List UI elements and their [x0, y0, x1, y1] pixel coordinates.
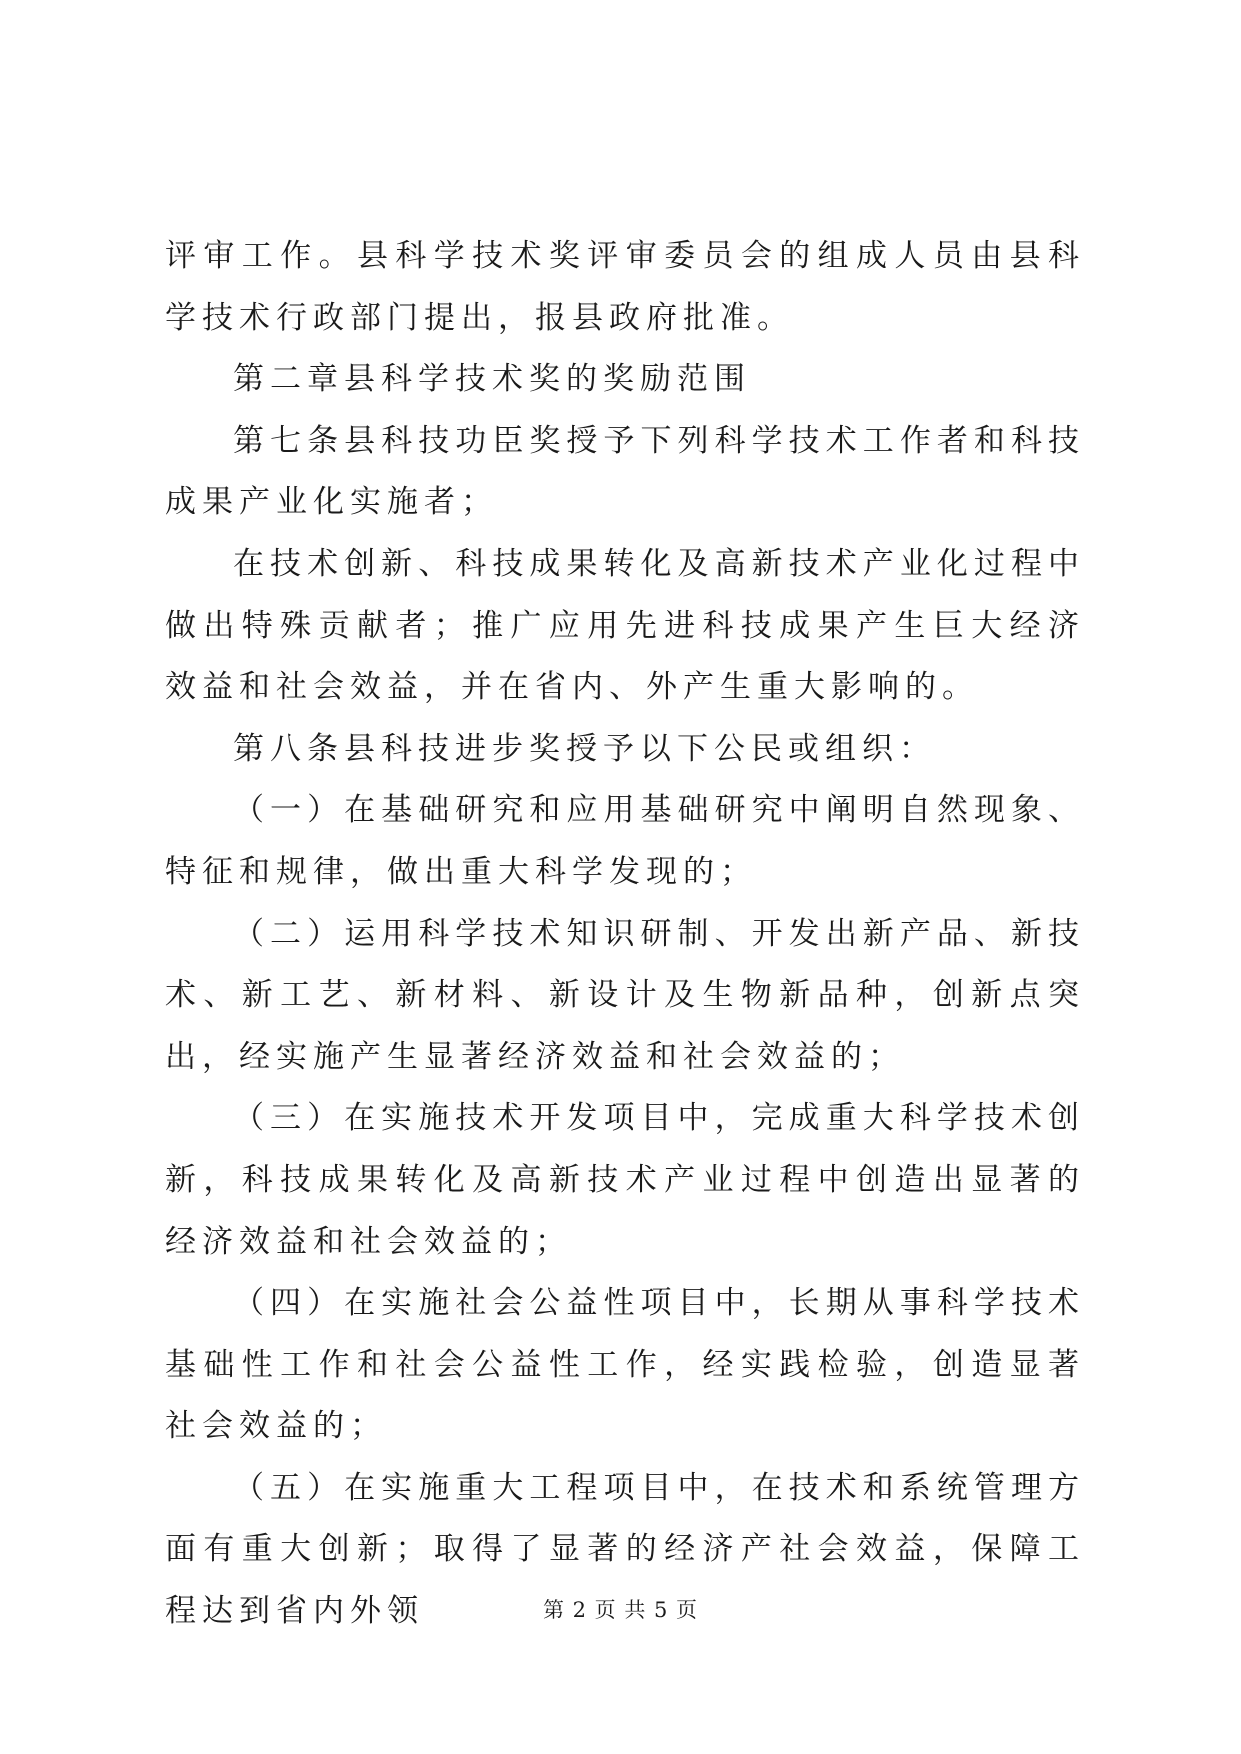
- document-body: [165, 226, 1085, 1643]
- article-7: 第七条县科技功臣奖授予下列科学技术工作者和科技成果产业化实施者；: [165, 422, 1085, 521]
- page-number-footer: 第 2 页 共 5 页: [542, 1598, 699, 1622]
- paragraph-1: 评审工作。县科学技术奖评审委员会的组成人员由县科学技术行政部门提出，报县政府批准。: [165, 238, 1085, 336]
- article-8: 第八条县科技进步奖授予以下公民或组织：: [233, 730, 936, 767]
- article-8-item-4: （四）在实施社会公益性项目中，长期从事科学技术基础性工作和社会公益性工作，经实践检验，创造显著社会效益的；: [165, 1285, 1085, 1445]
- article-8-item-2: （二）运用科学技术知识研制、开发出新产品、新技术、新工艺、新材料、新设计及生物新品种，创新点突出，经实施产生显著经济效益和社会效益的；: [165, 915, 1085, 1075]
- article-7-detail: 在技术创新、科技成果转化及高新技术产业化过程中做出特殊贡献者；推广应用先进科技成果产生巨大经济效益和社会效益，并在省内、外产生重大影响的。: [165, 545, 1085, 706]
- article-8-item-5: （五）在实施重大工程项目中，在技术和系统管理方面有重大创新；取得了显著的经济产社会效益，保障工程达到省内外领: [165, 1469, 1085, 1630]
- article-8-item-3: （三）在实施技术开发项目中，完成重大科学技术创新，科技成果转化及高新技术产业过程中创造出显著的经济效益和社会效益的；: [165, 1100, 1085, 1260]
- article-8-item-1: （一）在基础研究和应用基础研究中阐明自然现象、特征和规律，做出重大科学发现的；: [165, 792, 1085, 890]
- chapter-heading: 第二章县科学技术奖的奖励范围: [233, 361, 751, 398]
